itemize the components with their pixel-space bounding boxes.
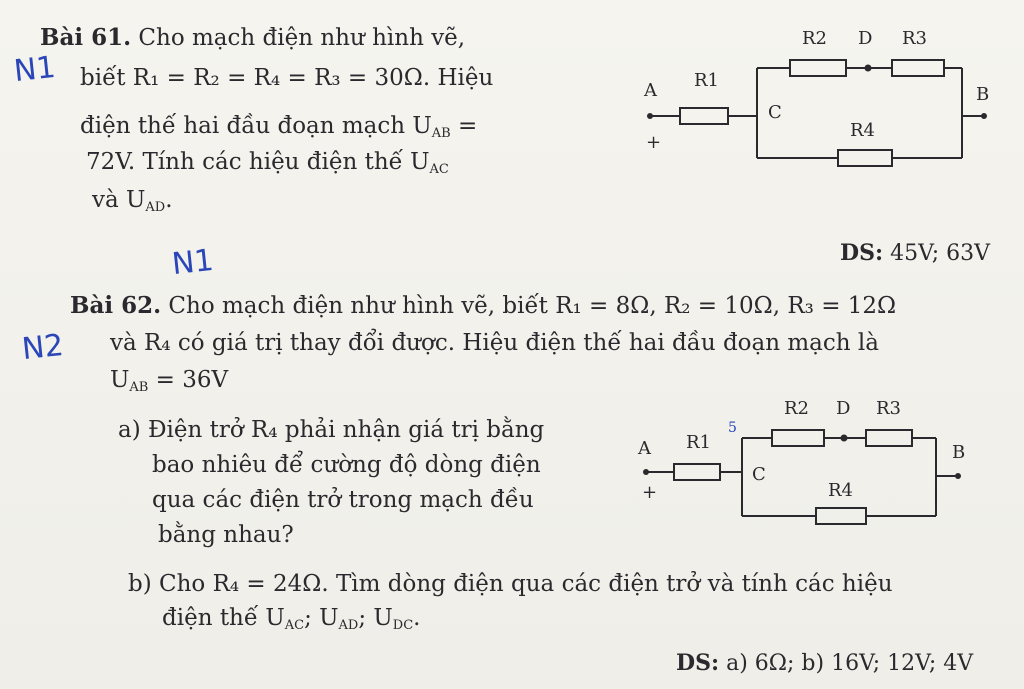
problem-61-line-3: điện thế hai đầu đoạn mạch $U_{AB}$ = [80, 113, 478, 141]
problem-62-b-line-2: điện thế $U_{AC}$; $U_{AD}$; $U_{DC}$. [162, 605, 421, 633]
node-a-2 [643, 469, 649, 475]
node-a [647, 113, 653, 119]
circuit-diagram-62 [636, 392, 976, 532]
problem-62-a-line-2: bao nhiêu để cường độ dòng điện [152, 452, 541, 478]
label-r3-2: R3 [876, 398, 902, 419]
label-r1: R1 [694, 70, 720, 91]
problem-62-b-line-1: b) Cho R₄ = 24Ω. Tìm dòng điện qua các điện trở và tính các hiệu [128, 571, 893, 597]
problem-61-line-2: biết R₁ = R₂ = R₄ = R₃ = 30Ω. Hiệu [80, 65, 494, 91]
handwritten-n1-top: N1 [12, 49, 58, 90]
label-r2-2: R2 [784, 398, 810, 419]
handwritten-mark: 5 [728, 420, 737, 436]
node-b [981, 113, 987, 119]
label-r4: R4 [850, 120, 876, 141]
answer-62: DS: a) 6Ω; b) 16V; 12V; 4V [676, 650, 974, 676]
label-d: D [858, 28, 873, 49]
label-r4-2: R4 [828, 480, 854, 501]
problem-62-a-line-4: bằng nhau? [158, 522, 294, 548]
label-plus-2: + [642, 482, 658, 503]
label-a: A [644, 80, 657, 101]
problem-62-line-2: và R₄ có giá trị thay đổi được. Hiệu điện thế hai đầu đoạn mạch là [110, 330, 879, 356]
node-d-2 [841, 435, 848, 442]
problem-62-a-line-1: a) Điện trở R₄ phải nhận giá trị bằng [118, 417, 545, 443]
problem-62-line-3: $U_{AB} = 36V$ [110, 367, 229, 395]
node-b-2 [955, 473, 961, 479]
label-r2: R2 [802, 28, 828, 49]
label-c-2: C [752, 464, 766, 485]
node-d [865, 65, 872, 72]
problem-62-a-line-3: qua các điện trở trong mạch đều [152, 487, 534, 513]
label-c: C [768, 102, 782, 123]
handwritten-n2: N2 [20, 327, 66, 368]
problem-61-line-1: Bài 61. Cho mạch điện như hình vẽ, [40, 24, 466, 51]
label-b-2: B [952, 442, 966, 463]
problem-61-line-5: và $U_{AD}$. [92, 187, 173, 215]
label-b: B [976, 84, 990, 105]
problem-62-line-1: Bài 62. Cho mạch điện như hình vẽ, biết R₁ = 8Ω, R₂ = 10Ω, R₃ = 12Ω [70, 292, 897, 319]
answer-61: DS: 45V; 63V [840, 240, 991, 266]
circuit-diagram-61 [640, 20, 1000, 180]
handwritten-n1-mid: N1 [170, 242, 216, 283]
label-r3: R3 [902, 28, 928, 49]
label-a-2: A [638, 438, 651, 459]
label-plus: + [646, 132, 662, 153]
problem-61-line-4: 72V. Tính các hiệu điện thế $U_{AC}$ [86, 149, 449, 177]
label-r1-2: R1 [686, 432, 712, 453]
label-d-2: D [836, 398, 851, 419]
